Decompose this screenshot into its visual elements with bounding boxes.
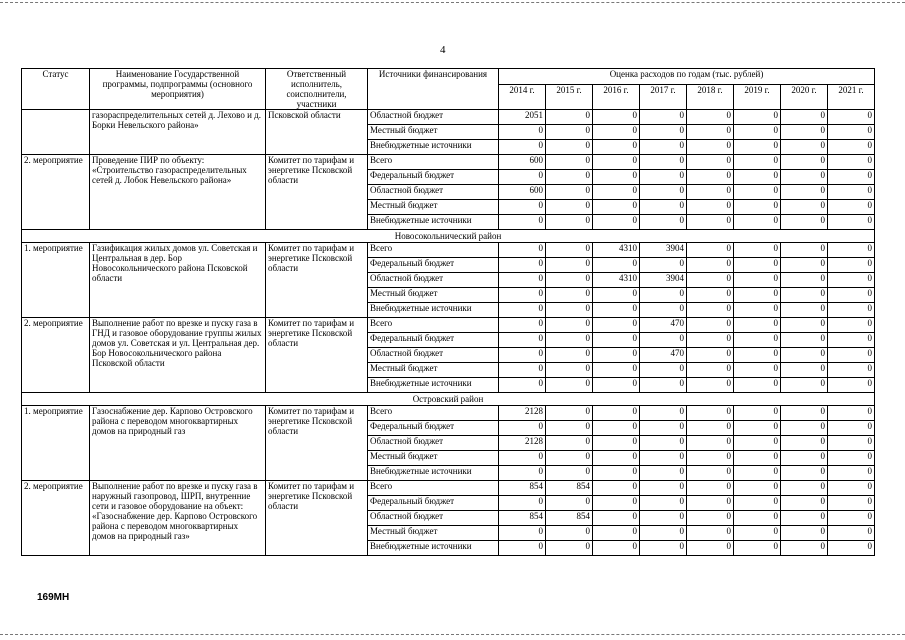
value-cell: 0: [546, 421, 593, 436]
table-row: [22, 155, 875, 170]
value-cell: 0: [828, 140, 875, 155]
status-cell: 1. мероприятие: [22, 243, 90, 318]
value-cell: 0: [640, 436, 687, 451]
value-cell: 0: [828, 496, 875, 511]
value-cell: 0: [640, 140, 687, 155]
value-cell: 0: [640, 110, 687, 125]
value-cell: 0: [593, 363, 640, 378]
value-cell: 0: [640, 496, 687, 511]
value-cell: 0: [734, 526, 781, 541]
responsible-cell: Комитет по тарифам и энергетике Псковской области: [266, 406, 368, 481]
value-cell: 0: [828, 303, 875, 318]
source-cell: Всего: [368, 243, 499, 258]
program-name-cell: Проведение ПИР по объекту: «Строительство газораспределительных сетей д. Лобок Невельского района»: [90, 155, 266, 230]
value-cell: 0: [828, 406, 875, 421]
value-cell: 470: [640, 318, 687, 333]
value-cell: 0: [546, 243, 593, 258]
value-cell: 0: [640, 421, 687, 436]
value-cell: 0: [687, 303, 734, 318]
value-cell: 0: [734, 273, 781, 288]
value-cell: 0: [640, 466, 687, 481]
value-cell: 0: [687, 110, 734, 125]
value-cell: 0: [499, 243, 546, 258]
value-cell: 0: [687, 333, 734, 348]
value-cell: 0: [781, 170, 828, 185]
value-cell: 0: [546, 110, 593, 125]
value-cell: 0: [546, 185, 593, 200]
value-cell: 0: [828, 451, 875, 466]
program-name-cell: Газификация жилых домов ул. Советская и Центральная в дер. Бор Новосокольнического района Псковской области: [90, 243, 266, 318]
value-cell: 0: [781, 273, 828, 288]
value-cell: 0: [593, 466, 640, 481]
value-cell: 0: [499, 526, 546, 541]
value-cell: 0: [781, 466, 828, 481]
value-cell: 0: [781, 333, 828, 348]
value-cell: 0: [734, 451, 781, 466]
source-cell: Федеральный бюджет: [368, 496, 499, 511]
source-cell: Всего: [368, 406, 499, 421]
header-year: 2015 г.: [546, 84, 593, 109]
value-cell: 0: [640, 288, 687, 303]
value-cell: 0: [687, 511, 734, 526]
value-cell: 0: [781, 541, 828, 556]
header-sources: Источники финансирования: [368, 69, 499, 110]
value-cell: 0: [640, 333, 687, 348]
value-cell: 0: [593, 155, 640, 170]
value-cell: 0: [593, 451, 640, 466]
value-cell: 0: [734, 110, 781, 125]
value-cell: 0: [499, 258, 546, 273]
value-cell: 0: [828, 363, 875, 378]
value-cell: 0: [593, 333, 640, 348]
value-cell: 0: [546, 288, 593, 303]
value-cell: 0: [687, 406, 734, 421]
value-cell: 0: [546, 303, 593, 318]
value-cell: 0: [687, 125, 734, 140]
table-row: [22, 318, 875, 333]
value-cell: 0: [593, 170, 640, 185]
value-cell: 0: [687, 318, 734, 333]
value-cell: 0: [499, 318, 546, 333]
value-cell: 0: [734, 185, 781, 200]
value-cell: 0: [734, 215, 781, 230]
value-cell: 0: [640, 258, 687, 273]
value-cell: 0: [546, 140, 593, 155]
value-cell: 0: [499, 348, 546, 363]
value-cell: 0: [734, 378, 781, 393]
value-cell: 0: [687, 185, 734, 200]
value-cell: 0: [781, 363, 828, 378]
value-cell: 0: [734, 318, 781, 333]
value-cell: 0: [734, 288, 781, 303]
value-cell: 0: [734, 155, 781, 170]
value-cell: 0: [499, 333, 546, 348]
value-cell: 0: [546, 526, 593, 541]
source-cell: Областной бюджет: [368, 348, 499, 363]
value-cell: 3904: [640, 243, 687, 258]
value-cell: 0: [781, 481, 828, 496]
region-name: Новосокольнический район: [22, 230, 875, 243]
bottom-divider: [0, 634, 905, 635]
value-cell: 0: [687, 421, 734, 436]
source-cell: Федеральный бюджет: [368, 421, 499, 436]
value-cell: 854: [499, 481, 546, 496]
value-cell: 0: [828, 466, 875, 481]
value-cell: 0: [687, 363, 734, 378]
status-cell: 2. мероприятие: [22, 155, 90, 230]
value-cell: 0: [781, 496, 828, 511]
header-year: 2018 г.: [687, 84, 734, 109]
source-cell: Внебюджетные источники: [368, 378, 499, 393]
source-cell: Областной бюджет: [368, 185, 499, 200]
top-divider: [0, 2, 905, 3]
value-cell: 0: [734, 200, 781, 215]
value-cell: 0: [687, 288, 734, 303]
source-cell: Внебюджетные источники: [368, 466, 499, 481]
value-cell: 0: [828, 273, 875, 288]
source-cell: Местный бюджет: [368, 526, 499, 541]
value-cell: 0: [593, 258, 640, 273]
header-estimate: Оценка расходов по годам (тыс. рублей): [499, 69, 875, 85]
value-cell: 0: [546, 496, 593, 511]
source-cell: Областной бюджет: [368, 511, 499, 526]
value-cell: 0: [546, 348, 593, 363]
header-year: 2016 г.: [593, 84, 640, 109]
source-cell: Местный бюджет: [368, 200, 499, 215]
source-cell: Областной бюджет: [368, 273, 499, 288]
value-cell: 0: [781, 110, 828, 125]
value-cell: 0: [828, 110, 875, 125]
value-cell: 0: [687, 541, 734, 556]
status-cell: 2. мероприятие: [22, 481, 90, 556]
value-cell: 0: [640, 170, 687, 185]
value-cell: 4310: [593, 243, 640, 258]
value-cell: 0: [593, 541, 640, 556]
value-cell: 0: [828, 258, 875, 273]
value-cell: 0: [687, 170, 734, 185]
value-cell: 0: [781, 303, 828, 318]
value-cell: 0: [640, 481, 687, 496]
value-cell: 0: [499, 541, 546, 556]
region-name: Островский район: [22, 393, 875, 406]
value-cell: 0: [828, 200, 875, 215]
value-cell: 0: [640, 451, 687, 466]
value-cell: 0: [593, 288, 640, 303]
header-year: 2019 г.: [734, 84, 781, 109]
value-cell: 0: [640, 378, 687, 393]
value-cell: 854: [546, 511, 593, 526]
value-cell: 0: [593, 348, 640, 363]
value-cell: 0: [546, 170, 593, 185]
value-cell: 0: [499, 140, 546, 155]
value-cell: 0: [781, 155, 828, 170]
value-cell: 0: [546, 318, 593, 333]
value-cell: 0: [687, 451, 734, 466]
source-cell: Всего: [368, 481, 499, 496]
value-cell: 0: [640, 541, 687, 556]
value-cell: 0: [546, 273, 593, 288]
value-cell: 0: [546, 451, 593, 466]
responsible-cell: Псковской области: [266, 110, 368, 155]
value-cell: 0: [734, 333, 781, 348]
value-cell: 0: [640, 215, 687, 230]
value-cell: 0: [546, 541, 593, 556]
value-cell: 0: [593, 303, 640, 318]
source-cell: Местный бюджет: [368, 288, 499, 303]
header-responsible: Ответственный исполнитель, соисполнители, участники: [266, 69, 368, 110]
value-cell: 0: [687, 378, 734, 393]
status-cell: 1. мероприятие: [22, 406, 90, 481]
value-cell: 0: [546, 155, 593, 170]
value-cell: 0: [593, 511, 640, 526]
value-cell: 0: [687, 155, 734, 170]
value-cell: 0: [593, 378, 640, 393]
value-cell: 0: [640, 125, 687, 140]
program-name-cell: Выполнение работ по врезке и пуску газа в наружный газопровод, ШРП, внутренние сети и газовое оборудование на объект: «Газоснабжение дер. Карпово Островского района с переводом многоквартирных домов на природный газ»: [90, 481, 266, 556]
value-cell: 0: [593, 421, 640, 436]
value-cell: 2128: [499, 436, 546, 451]
value-cell: 0: [828, 348, 875, 363]
value-cell: 0: [781, 125, 828, 140]
value-cell: 0: [734, 125, 781, 140]
value-cell: 600: [499, 185, 546, 200]
value-cell: 0: [734, 511, 781, 526]
source-cell: Всего: [368, 155, 499, 170]
value-cell: 0: [734, 481, 781, 496]
value-cell: 0: [546, 378, 593, 393]
value-cell: 0: [828, 170, 875, 185]
value-cell: 0: [781, 243, 828, 258]
value-cell: 0: [687, 481, 734, 496]
value-cell: 0: [781, 215, 828, 230]
value-cell: 0: [828, 541, 875, 556]
value-cell: 0: [499, 466, 546, 481]
source-cell: Всего: [368, 318, 499, 333]
value-cell: 0: [781, 185, 828, 200]
value-cell: 0: [640, 303, 687, 318]
value-cell: 0: [687, 200, 734, 215]
value-cell: 0: [734, 243, 781, 258]
source-cell: Внебюджетные источники: [368, 541, 499, 556]
value-cell: 0: [640, 185, 687, 200]
value-cell: 0: [734, 348, 781, 363]
value-cell: 0: [781, 511, 828, 526]
value-cell: 0: [828, 125, 875, 140]
value-cell: 0: [593, 496, 640, 511]
value-cell: 0: [687, 273, 734, 288]
value-cell: 0: [499, 363, 546, 378]
program-name-cell: Газоснабжение дер. Карпово Островского района с переводом многоквартирных домов на природный газ: [90, 406, 266, 481]
value-cell: 854: [499, 511, 546, 526]
source-cell: Местный бюджет: [368, 451, 499, 466]
source-cell: Внебюджетные источники: [368, 303, 499, 318]
value-cell: 0: [781, 318, 828, 333]
header-status: Статус: [22, 69, 90, 110]
value-cell: 0: [593, 481, 640, 496]
value-cell: 0: [687, 243, 734, 258]
value-cell: 0: [593, 436, 640, 451]
value-cell: 0: [499, 378, 546, 393]
value-cell: 0: [781, 378, 828, 393]
value-cell: 0: [828, 318, 875, 333]
value-cell: 0: [546, 215, 593, 230]
value-cell: 0: [828, 215, 875, 230]
value-cell: 0: [828, 155, 875, 170]
value-cell: 0: [828, 243, 875, 258]
value-cell: 0: [734, 170, 781, 185]
value-cell: 4310: [593, 273, 640, 288]
value-cell: 854: [546, 481, 593, 496]
value-cell: 0: [593, 406, 640, 421]
value-cell: 0: [593, 185, 640, 200]
source-cell: Областной бюджет: [368, 110, 499, 125]
header-program-name: Наименование Государственной программы, подпрограммы (основного мероприятия): [90, 69, 266, 110]
value-cell: 0: [781, 421, 828, 436]
value-cell: 0: [546, 258, 593, 273]
value-cell: 0: [781, 406, 828, 421]
source-cell: Местный бюджет: [368, 125, 499, 140]
table-body: [22, 110, 875, 556]
value-cell: 0: [734, 541, 781, 556]
value-cell: 0: [593, 526, 640, 541]
value-cell: 0: [734, 421, 781, 436]
value-cell: 0: [499, 451, 546, 466]
value-cell: 0: [828, 511, 875, 526]
value-cell: 0: [546, 406, 593, 421]
value-cell: 0: [593, 140, 640, 155]
value-cell: 0: [546, 436, 593, 451]
value-cell: 0: [828, 526, 875, 541]
value-cell: 600: [499, 155, 546, 170]
responsible-cell: Комитет по тарифам и энергетике Псковской области: [266, 243, 368, 318]
value-cell: 0: [593, 318, 640, 333]
value-cell: 0: [546, 363, 593, 378]
source-cell: Внебюджетные источники: [368, 215, 499, 230]
region-row: [22, 230, 875, 243]
program-name-cell: Выполнение работ по врезке и пуску газа в ГНД и газовое оборудование группы жилых домов ул. Советская и ул. Центральная дер. Бор Новосокольнического района Псковской области: [90, 318, 266, 393]
value-cell: 0: [781, 526, 828, 541]
value-cell: 0: [593, 110, 640, 125]
source-cell: Федеральный бюджет: [368, 170, 499, 185]
value-cell: 0: [640, 155, 687, 170]
value-cell: 2051: [499, 110, 546, 125]
page-number: 4: [440, 44, 446, 56]
value-cell: 0: [687, 466, 734, 481]
value-cell: 0: [640, 406, 687, 421]
source-cell: Областной бюджет: [368, 436, 499, 451]
value-cell: 0: [734, 496, 781, 511]
value-cell: 0: [499, 421, 546, 436]
value-cell: 0: [546, 466, 593, 481]
header-year: 2020 г.: [781, 84, 828, 109]
value-cell: 0: [781, 436, 828, 451]
value-cell: 0: [593, 125, 640, 140]
value-cell: 0: [499, 303, 546, 318]
value-cell: 0: [640, 363, 687, 378]
source-cell: Федеральный бюджет: [368, 258, 499, 273]
value-cell: 0: [828, 378, 875, 393]
source-cell: Федеральный бюджет: [368, 333, 499, 348]
value-cell: 0: [828, 421, 875, 436]
value-cell: 0: [546, 125, 593, 140]
value-cell: 0: [781, 348, 828, 363]
header-year: 2021 г.: [828, 84, 875, 109]
value-cell: 0: [499, 200, 546, 215]
value-cell: 0: [828, 481, 875, 496]
value-cell: 0: [499, 288, 546, 303]
footer-code: 169МН: [37, 592, 70, 603]
value-cell: 0: [593, 215, 640, 230]
value-cell: 0: [781, 200, 828, 215]
value-cell: 0: [593, 200, 640, 215]
value-cell: 0: [734, 363, 781, 378]
source-cell: Местный бюджет: [368, 363, 499, 378]
value-cell: 3904: [640, 273, 687, 288]
status-cell: [22, 110, 90, 155]
value-cell: 0: [734, 436, 781, 451]
value-cell: 0: [781, 258, 828, 273]
table-row: [22, 243, 875, 258]
value-cell: 0: [781, 451, 828, 466]
header-year: 2014 г.: [499, 84, 546, 109]
value-cell: 0: [734, 303, 781, 318]
value-cell: 0: [499, 170, 546, 185]
value-cell: 0: [546, 200, 593, 215]
value-cell: 0: [687, 215, 734, 230]
expenses-table: [21, 68, 875, 556]
value-cell: 0: [781, 288, 828, 303]
source-cell: Внебюджетные источники: [368, 140, 499, 155]
value-cell: 0: [499, 496, 546, 511]
value-cell: 0: [546, 333, 593, 348]
value-cell: 0: [687, 140, 734, 155]
responsible-cell: Комитет по тарифам и энергетике Псковской области: [266, 318, 368, 393]
value-cell: 0: [687, 348, 734, 363]
value-cell: 0: [499, 215, 546, 230]
value-cell: 0: [828, 436, 875, 451]
value-cell: 0: [640, 526, 687, 541]
value-cell: 0: [828, 185, 875, 200]
value-cell: 0: [734, 406, 781, 421]
region-row: [22, 393, 875, 406]
value-cell: 470: [640, 348, 687, 363]
responsible-cell: Комитет по тарифам и энергетике Псковской области: [266, 481, 368, 556]
responsible-cell: Комитет по тарифам и энергетике Псковской области: [266, 155, 368, 230]
status-cell: 2. мероприятие: [22, 318, 90, 393]
value-cell: 0: [828, 333, 875, 348]
value-cell: 0: [499, 273, 546, 288]
value-cell: 0: [499, 125, 546, 140]
value-cell: 0: [734, 466, 781, 481]
value-cell: 0: [734, 140, 781, 155]
value-cell: 0: [687, 526, 734, 541]
value-cell: 0: [687, 258, 734, 273]
value-cell: 2128: [499, 406, 546, 421]
value-cell: 0: [828, 288, 875, 303]
value-cell: 0: [640, 511, 687, 526]
program-name-cell: газораспределительных сетей д. Лехово и д. Борки Невельского района»: [90, 110, 266, 155]
table-row: [22, 110, 875, 125]
table-row: [22, 481, 875, 496]
value-cell: 0: [734, 258, 781, 273]
table-row: [22, 406, 875, 421]
value-cell: 0: [687, 496, 734, 511]
header-year: 2017 г.: [640, 84, 687, 109]
value-cell: 0: [781, 140, 828, 155]
value-cell: 0: [640, 200, 687, 215]
value-cell: 0: [687, 436, 734, 451]
